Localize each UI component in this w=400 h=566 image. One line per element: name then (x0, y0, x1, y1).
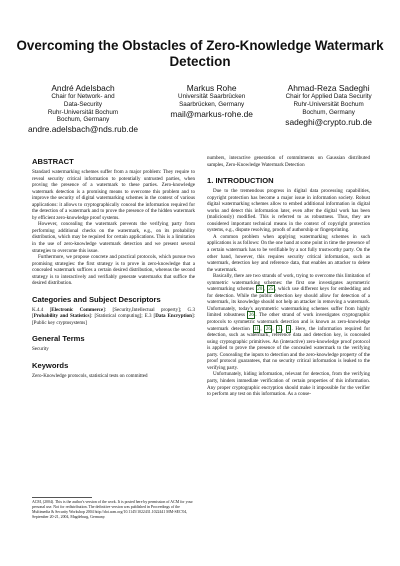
citation-link[interactable]: 11 (254, 325, 259, 332)
keywords-continued: numbers, interactive generation of commitments on Gaussian distributed samples, Zero-Knowledge Watermark Detection (207, 155, 370, 168)
author-affiliation: Chair for Applied Data Security (285, 93, 372, 100)
intro-paragraph: A common problem when applying watermarking schemes in such applications is as follows: On the one hand at some point in time the presence of a certain watermark has to be verifiable by a not fully trustworthy party. On the other hand, however, this requires security critical information, such as watermark, detection key and reference data, that enables an attacker to delete the watermark. (207, 233, 370, 273)
author-affiliation: Universität Saarbrücken (178, 93, 246, 100)
abstract-paragraph: However, concealing the watermark prevents the verifying party from performing additional checks on the watermark, e.g., on its probability distribution, which may be required for certain applications. This is a limitation in the use of zero-knowledge watermark detection and we present several strategies to overcome this issue. (32, 221, 195, 254)
intro-paragraph: Unfortunately, hiding information, relevant for detection, from the verifying party, hinders immediate verification of certain properties of this information. Any proper cryptographic encryption should make it impossible for the verifier to perform any test on this information. As a conse- (207, 371, 370, 398)
citation-link[interactable]: 20 (257, 286, 263, 293)
intro-paragraph: Due to the tremendous progress in digital data processing capabilities, copyright protection has become a major issue in information society. Robust digital watermarking schemes allow to embed additional information in digital works and detect this information later, even after the digital work has been (maliciously) modified. This is referred to as robustness. Thus, they are considered important technical means in the context of copyright protection systems, e.g., dispute resolving, proofs of authorship or fingerprinting. (207, 188, 370, 234)
author-name: André Adelsbach (51, 83, 115, 93)
author-3 (285, 83, 372, 134)
general-terms-heading: General Terms (32, 334, 85, 344)
right-column (207, 155, 370, 398)
author-affiliation: Data-Security (63, 100, 103, 108)
categories-heading: Categories and Subject Descriptors (32, 294, 161, 304)
title-line-2: Detection (169, 54, 231, 69)
paper-title (0, 38, 400, 70)
author-2 (170, 83, 253, 134)
abstract-paragraph: Furthermore, we propose concrete and practical protocols, which pursue two promising strategies: the first strategy is to prove in zero-knowledge that a concealed watermark suffices a certain desired distribution, whereas the second strategy is to interactively and verifiably generate watermarks that suffice the desired distribution. (32, 254, 195, 287)
author-affiliation: Chair for Network- and (51, 93, 115, 100)
citation-link[interactable]: 26 (265, 325, 271, 332)
citation-link[interactable]: 25 (268, 286, 274, 293)
general-terms-text: Security (32, 346, 49, 353)
author-affiliation: Saarbrücken, Germany (179, 100, 245, 108)
author-name: Markus Rohe (186, 83, 237, 93)
copyright-footnote: ACM, (2004). This is the author's version of the work. It is posted here by permission of ACM for your personal use. Not for redistribution. The definitive version was published in Proceedings of the Multimedia & Security Workshop 2004 http://doi.acm.org/10.1145/1022431.1022441 MM-SEC'04, September 20-21, 2004, Magdeburg, Germany. (32, 500, 193, 519)
keywords-heading: Keywords (32, 361, 69, 371)
title-line-1: Overcoming the Obstacles of Zero-Knowledge Watermark (16, 38, 384, 53)
author-email: sadeghi@crypto.rub.de (285, 117, 372, 128)
abstract-paragraph: Standard watermarking schemes suffer from a major problem: They require to reveal security critical information to potentially untrusted parties, when proving the presence of a watermark to these parties. Zero-knowledge watermark detection is a promising means to overcome this problem and to improve the security of digital watermarking schemes in the context of various applications: it allows to cryptographically conceal the information required for the detection of a watermark and to prove the presence of the hidden watermark by efficient zero-knowledge proof systems. (32, 169, 195, 221)
intro-paragraph: Basically, there are two strands of work, trying to overcome this limitation of symmetric watermarking schemes: the first one investigates asymmetric watermarking schemes 20 , 25 , which use different keys for embedding and for detection. While the public detection key should allow for detection of a watermark, its knowledge should not help an attacker in removing a watermark. Unfortunately, today's asymmetric watermarking schemes suffer from highly limited robustness 26 . The other strand of work investigates cryptographic protocols to symmetric watermark detection and is known as zero-knowledge watermark detection 11 , 26 , 3 , 1 . Here, the information required for detection, such as watermark, reference data and detection key, is concealed using cryptographic primitives. An (interactive) zero-knowledge proof protocol is applied to prove the presence of the concealed watermark to the verifying party. Concealing the inputs to detection and the zero-knowledge property of the proof protocol guarantees, that no security critical information is leaked to the verifying party. (207, 273, 371, 371)
author-1 (28, 83, 138, 134)
author-email: mail@markus-rohe.de (170, 108, 253, 119)
author-affiliation: Bochum, Germany (302, 108, 355, 116)
citation-link[interactable]: 26 (248, 312, 254, 319)
author-block (28, 83, 372, 134)
categories-text: K.4.4 [Electronic Commerce]: [Security,Intellectual property]; G.3 [Probability and Statistics]: [Statistical computing]; E.3 [Data Encryption]: [Public key cryptosystems] (32, 306, 196, 326)
keywords-text: Zero-Knowledge protocols, statistical tests on committed (32, 373, 148, 380)
author-name: Ahmad-Reza Sadeghi (287, 83, 370, 93)
introduction-heading: 1. INTRODUCTION (207, 176, 274, 186)
author-affiliation: Ruhr-Universität Bochum (293, 100, 364, 108)
left-column (32, 155, 195, 380)
author-affiliation: Ruhr-Universität Bochum (47, 108, 119, 116)
citation-link[interactable]: 1 (287, 325, 290, 332)
abstract-heading: ABSTRACT (32, 157, 74, 166)
footnote-rule (32, 497, 92, 498)
citation-link[interactable]: 3 (277, 325, 281, 332)
author-email: andre.adelsbach@nds.rub.de (28, 124, 139, 135)
author-affiliation: Bochum, Germany (56, 116, 110, 124)
